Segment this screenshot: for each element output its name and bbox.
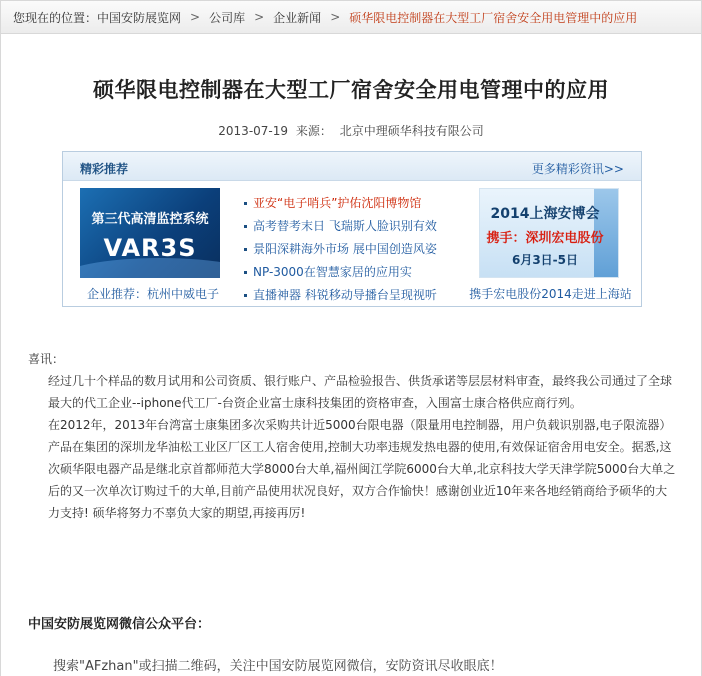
article-meta	[0, 122, 702, 139]
left-ad-product: VAR3S	[103, 234, 197, 262]
news-link[interactable]: 直播神器 科锐移动导播台呈现视听	[253, 288, 437, 302]
right-ad-caption[interactable]: 携手宏电股份2014走进上海站	[469, 287, 632, 301]
breadcrumb	[0, 0, 702, 34]
news-link[interactable]: 景阳深耕海外市场 展中国创造风姿	[253, 242, 437, 256]
article-title: 硕华限电控制器在大型工厂宿舍安全用电管理中的应用	[93, 78, 609, 102]
right-ad-partner: 携手：深圳宏电股份	[486, 231, 604, 246]
news-item	[244, 261, 459, 284]
right-ad-dates: 6月3日-5日	[511, 253, 579, 267]
bullet-icon	[244, 225, 247, 228]
promo-label: 精彩推荐	[80, 162, 129, 176]
news-link[interactable]: 高考替考末日 飞瑞斯人脸识别有效	[253, 219, 437, 233]
article-source-label: 来源：	[295, 124, 332, 138]
article-date: 2013-07-19	[218, 124, 289, 138]
right-ad-headline: 2014上海安博会	[490, 206, 600, 222]
news-item	[244, 192, 459, 215]
promo-header	[63, 152, 641, 181]
right-banner-ad[interactable]	[479, 188, 619, 278]
left-banner-ad[interactable]	[80, 188, 220, 278]
news-link[interactable]: NP-3000在智慧家居的应用实	[253, 265, 412, 279]
paragraph: 经过几十个样品的数月试用和公司资质、银行账户、产品检验报告、供货承诺等层层材料审查，最终我公司通过了全球最大的代工企业--iphone代工厂-台资企业富士康科技集团的资格审查，入围富士康合格供应商行列。	[48, 374, 673, 410]
breadcrumb-separator: >	[190, 10, 201, 24]
bullet-icon	[244, 294, 247, 297]
breadcrumb-prefix: 您现在的位置：	[13, 10, 98, 25]
left-ad-caption[interactable]: 企业推荐：杭州中威电子	[86, 287, 219, 301]
breadcrumb-news-link[interactable]: 企业新闻	[273, 10, 322, 25]
breadcrumb-home-link[interactable]: 中国安防展览网	[97, 10, 182, 25]
breadcrumb-separator: >	[330, 10, 341, 24]
news-link[interactable]: 亚安“电子哨兵”护佑沈阳博物馆	[253, 196, 422, 210]
breadcrumb-separator: >	[254, 10, 265, 24]
bullet-icon	[244, 271, 247, 274]
news-item	[244, 215, 459, 238]
wechat-title: 中国安防展览网微信公众平台：	[28, 617, 211, 632]
more-news-link[interactable]: 更多精彩资讯>>	[531, 162, 624, 176]
left-ad-headline: 第三代高清监控系统	[91, 212, 209, 227]
article-source: 北京中理硕华科技有限公司	[339, 124, 484, 138]
news-item	[244, 284, 459, 307]
breadcrumb-current: 硕华限电控制器在大型工厂宿舍安全用电管理中的应用	[349, 10, 638, 25]
article-body	[28, 348, 678, 524]
bullet-icon	[244, 202, 247, 205]
wechat-note: 搜索"AFzhan"或扫描二维码，关注中国安防展览网微信，安防资讯尽收眼底！	[53, 659, 503, 674]
paragraph: 在2012年，2013年台湾富士康集团多次采购共计近5000台限电器（限量用电控制器，用户负载识别器,电子限流器）产品在集团的深圳龙华油松工业区厂区工人宿舍使用,控制大功率违规发热电器的使用,有效保证宿舍用电安全。据悉,这次硕华限电器产品是继北京首都师范大学8000台大单,福州闽江学院6000台大单,北京科技大学天津学院5000台大单之后的又一次单次订购过千的大单,目前产品使用状况良好，双方合作愉快！感谢创业近10年来各地经销商给予硕华的大力支持! 硕华将努力不辜负大家的期望,再接再厉!	[48, 418, 676, 520]
news-item	[244, 238, 459, 261]
featured-recommendations	[62, 151, 642, 307]
breadcrumb-company-link[interactable]: 公司库	[209, 10, 246, 25]
bullet-icon	[244, 248, 247, 251]
greeting: 喜讯：	[28, 352, 65, 366]
news-list	[244, 192, 459, 307]
